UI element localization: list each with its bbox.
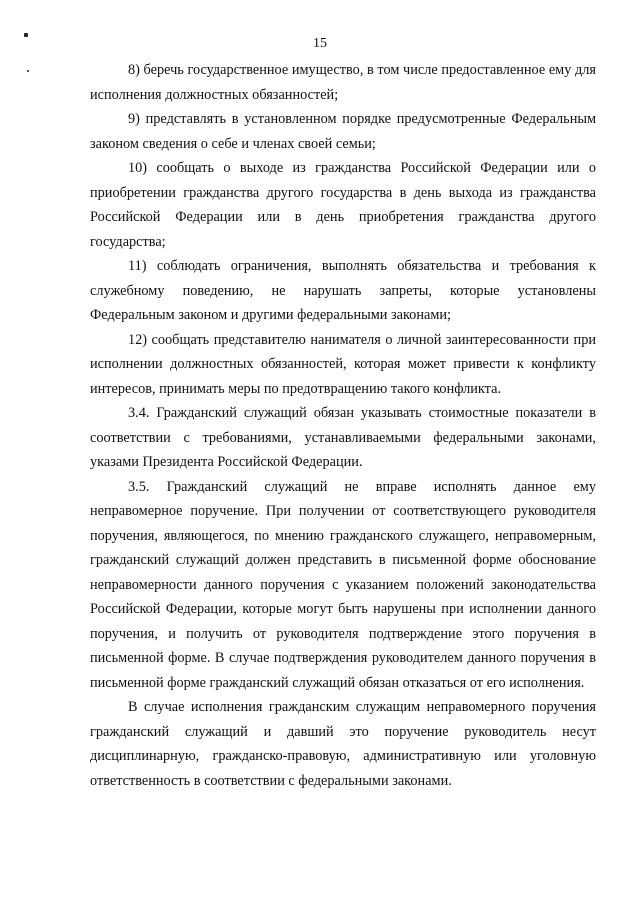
paragraph-3-5: 3.5. Гражданский служащий не вправе исполнять данное ему неправомерное поручение. При получении от соответствующего руководителя поручения, являющегося, по мнению гражданского служащего, неправомерным, гражданский служащий должен представить в письменной форме обоснование неправомерности данного поручения с указанием положений законодательства Российской Федерации, которые могут быть нарушены при исполнении данного поручения, и получить от руководителя подтверждение этого поручения в письменной форме. В случае подтверждения руководителем данного поручения в письменной форме гражданский служащий обязан отказаться от его исполнения. — [90, 478, 596, 691]
document-body — [90, 58, 596, 793]
paragraph-item-10: 10) сообщать о выходе из гражданства Российской Федерации или о приобретении гражданства другого государства в день выхода из гражданства Российской Федерации или в день приобретения гражданства другого государства; — [90, 160, 596, 250]
page-number: 15 — [313, 36, 327, 51]
paragraph-item-11: 11) соблюдать ограничения, выполнять обязательства и требования к служебному поведению, не нарушать запреты, которые установлены Федеральным законом и другими федеральными законами; — [90, 258, 596, 323]
paragraph-item-12: 12) сообщать представителю нанимателя о личной заинтересованности при исполнении должностных обязанностей, которая может привести к конфликту интересов, принимать меры по предотвращению такого конфликта. — [90, 331, 596, 397]
paragraph-3-4: 3.4. Гражданский служащий обязан указывать стоимостные показатели в соответствии с требованиями, устанавливаемыми федеральными законами, указами Президента Российской Федерации. — [90, 405, 596, 470]
paragraph-liability: В случае исполнения гражданским служащим неправомерного поручения гражданский служащий и давший это поручение руководитель несут дисциплинарную, гражданско-правовую, административную или уголовную ответственность в соответствии с федеральными законами. — [90, 699, 596, 789]
paragraph-item-9: 9) представлять в установленном порядке предусмотренные Федеральным законом сведения о себе и членах своей семьи; — [90, 111, 596, 152]
paragraph-item-8: 8) беречь государственное имущество, в том числе предоставленное ему для исполнения должностных обязанностей; — [90, 62, 596, 103]
scan-speck — [27, 70, 29, 72]
